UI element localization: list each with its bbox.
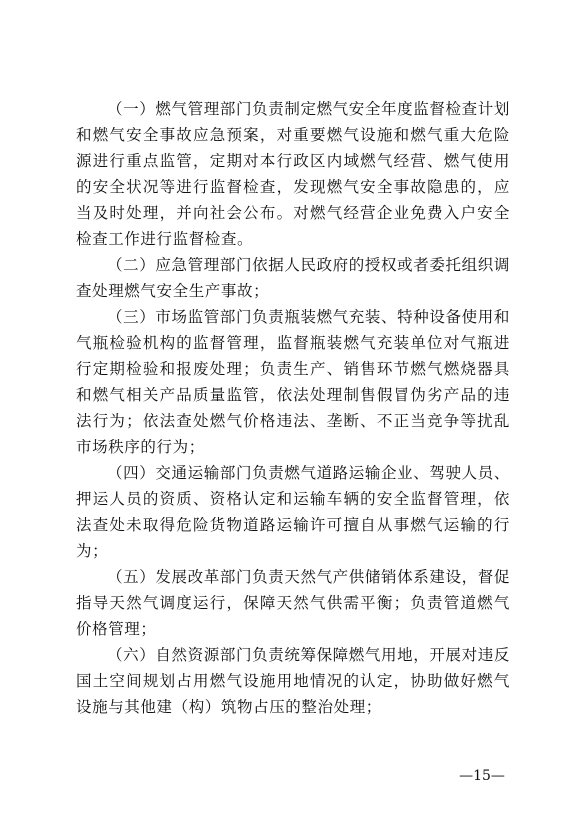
paragraph-gas-management: （一）燃气管理部门负责制定燃气安全年度监督检查计划和燃气安全事故应急预案，对重要燃气设施和燃气重大危险源进行重点监管，定期对本行政区内域燃气经营、燃气使用的安全状况等进行监督检查，发现燃气安全事故隐患的，应当及时处理，并向社会公布。对燃气经营企业免费入户安全检查工作进行监督检查。 bbox=[76, 100, 510, 248]
paragraph-natural-resources: （六）自然资源部门负责统筹保障燃气用地，开展对违反国土空间规划占用燃气设施用地情况的认定，协助做好燃气设施与其他建（构）筑物占压的整治处理； bbox=[76, 646, 510, 716]
paragraph-transportation: （四）交通运输部门负责燃气道路运输企业、驾驶人员、押运人员的资质、资格认定和运输车辆的安全监督管理，依法查处未取得危险货物道路运输许可擅自从事燃气运输的行为； bbox=[76, 464, 510, 560]
page-number: —15— bbox=[459, 768, 505, 784]
paragraph-market-supervision: （三）市场监管部门负责瓶装燃气充装、特种设备使用和气瓶检验机构的监督管理，监督瓶装燃气充装单位对气瓶进行定期检验和报废处理；负责生产、销售环节燃气燃烧器具和燃气相关产品质量监管，依法处理制售假冒伪劣产品的违法行为；依法查处燃气价格违法、垄断、不正当竞争等扰乱市场秩序的行为； bbox=[76, 308, 510, 456]
document-body bbox=[76, 96, 510, 720]
paragraph-development-reform: （五）发展改革部门负责天然气产供储销体系建设，督促指导天然气调度运行，保障天然气供需平衡；负责管道燃气价格管理； bbox=[76, 568, 510, 638]
paragraph-emergency-management: （二）应急管理部门依据人民政府的授权或者委托组织调查处理燃气安全生产事故； bbox=[76, 256, 510, 300]
